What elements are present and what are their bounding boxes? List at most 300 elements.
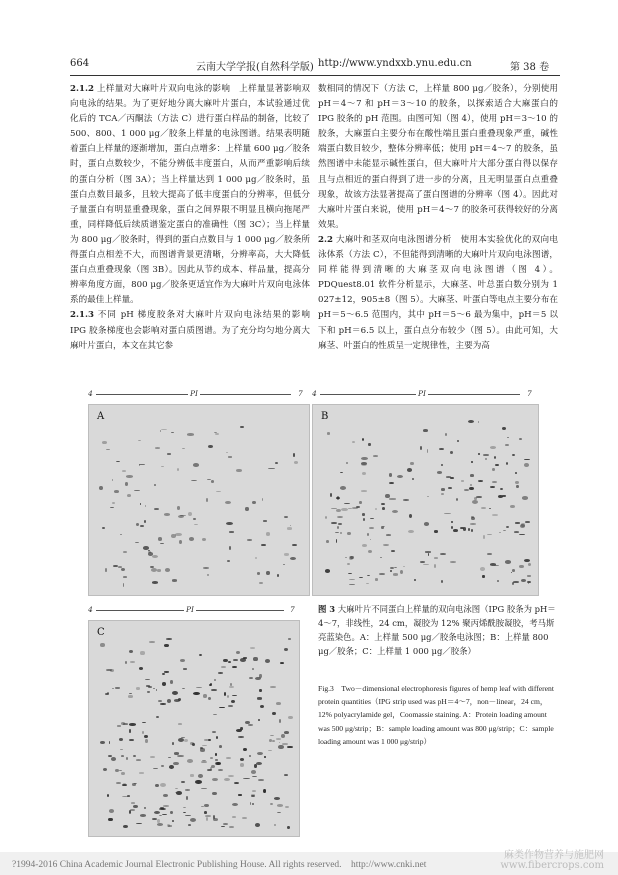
protein-spot — [121, 755, 125, 757]
header-rule — [70, 75, 560, 76]
protein-spot — [471, 529, 473, 532]
protein-spot — [173, 762, 178, 765]
protein-spot — [272, 712, 276, 716]
protein-spot — [201, 761, 207, 763]
protein-spot — [519, 438, 522, 440]
protein-spot — [125, 661, 127, 664]
protein-spot — [284, 774, 288, 776]
protein-spot — [490, 486, 495, 488]
protein-spot — [434, 564, 436, 568]
protein-spot — [282, 743, 288, 746]
protein-spot — [278, 745, 283, 749]
protein-spot — [113, 565, 118, 567]
protein-spot — [208, 697, 211, 700]
protein-spot — [368, 550, 372, 553]
protein-spot — [359, 501, 361, 504]
protein-spot — [232, 803, 238, 806]
protein-spot — [362, 438, 364, 441]
protein-spot — [216, 736, 218, 739]
axis-b-label: PI — [418, 389, 427, 398]
protein-spot — [427, 449, 429, 452]
protein-spot — [228, 661, 231, 663]
protein-spot — [506, 462, 508, 465]
protein-spot — [361, 462, 367, 465]
protein-spot — [389, 473, 392, 476]
protein-spot — [148, 552, 153, 555]
protein-spot — [147, 691, 150, 692]
protein-spot — [134, 490, 140, 491]
protein-spot — [251, 770, 256, 774]
protein-spot — [202, 760, 206, 762]
protein-spot — [99, 486, 103, 490]
protein-spot — [201, 788, 207, 789]
protein-spot — [185, 815, 191, 816]
protein-spot — [257, 697, 262, 699]
protein-spot — [172, 691, 178, 695]
protein-spot — [216, 491, 221, 492]
protein-spot — [453, 529, 458, 532]
protein-spot — [178, 723, 181, 725]
protein-spot — [160, 703, 166, 705]
protein-spot — [522, 496, 528, 499]
protein-spot — [498, 495, 503, 498]
protein-spot — [107, 692, 109, 694]
protein-spot — [420, 446, 422, 450]
protein-spot — [337, 516, 343, 518]
protein-spot — [187, 759, 192, 763]
protein-spot — [487, 553, 492, 556]
protein-spot — [472, 500, 478, 504]
protein-spot — [164, 644, 168, 647]
axis-c-left-tick: 4 — [88, 605, 93, 614]
protein-spot — [105, 568, 107, 572]
protein-spot — [326, 540, 328, 543]
protein-spot — [481, 507, 486, 509]
protein-spot — [212, 731, 216, 733]
protein-spot — [219, 707, 224, 708]
protein-spot — [505, 444, 508, 446]
protein-spot — [223, 659, 227, 662]
protein-spot — [185, 789, 190, 791]
protein-spot — [152, 818, 156, 820]
protein-spot — [382, 507, 385, 510]
protein-spot — [230, 683, 232, 687]
protein-spot — [255, 823, 260, 827]
protein-spot — [145, 679, 150, 680]
protein-spot — [248, 724, 254, 726]
axis-b-right-tick: 7 — [527, 389, 532, 398]
protein-spot — [284, 648, 288, 651]
protein-spot — [102, 527, 105, 529]
protein-spot — [100, 643, 104, 647]
protein-spot — [183, 807, 187, 808]
protein-spot — [274, 824, 276, 827]
protein-spot — [228, 705, 233, 707]
protein-spot — [121, 772, 125, 775]
axis-a-right-tick: 7 — [298, 389, 303, 398]
protein-spot — [511, 572, 513, 573]
protein-spot — [114, 490, 119, 493]
protein-spot — [145, 739, 148, 743]
protein-spot — [330, 493, 332, 497]
protein-spot — [381, 526, 383, 529]
protein-spot — [155, 447, 160, 449]
right-paragraph-1: 数相同的情况下（方法 C，上样量 800 μg／胶条），分别使用 pH＝4～7 和 pH＝3～10 的胶条，以探索适合大麻蛋白的 IPG 胶条的 pH 范围。由图可知（图 4），使用 pH＝3～10 的胶条，大麻蛋白主要分布在酸性端且蛋白重叠现象严重，碱性端蛋白数目较少，整体分辨率低；使用 pH＝4～7 的胶条，虽然图谱中未能显示碱性蛋白，但大麻叶片大部分蛋白得以保存且与点相近的蛋白得到了进一步的分离，且无明显蛋白点重叠现象，故该方法显著提高了蛋白图谱的分辨率（图 4）。因此对大麻叶片蛋白来说，使用 pH＝4～7 的胶条可获得较好的分离效果。 — [318, 84, 558, 230]
gel-c-axis — [88, 605, 300, 617]
protein-spot — [288, 716, 293, 720]
protein-spot — [414, 579, 416, 581]
protein-spot — [272, 740, 275, 742]
protein-spot — [450, 561, 456, 563]
protein-spot — [445, 433, 447, 436]
protein-spot — [362, 513, 366, 516]
protein-spot — [203, 694, 206, 698]
protein-spot — [485, 458, 488, 460]
protein-spot — [199, 654, 202, 656]
protein-spot — [444, 513, 450, 514]
figure-caption-cn-text: 大麻叶片不同蛋白上样量的双向电泳图（IPG 胶条为 pH＝4～7，非线性，24 cm，凝胶为 12% 聚丙烯酰胺凝胶，考马斯亮蓝染色。A：上样量 500 μg／胶条电泳图；B：上样量 800 μg／胶条；C：上样量 1 000 μg／胶条） — [318, 604, 556, 656]
protein-spot — [277, 574, 279, 576]
protein-spot — [109, 809, 115, 813]
protein-spot — [211, 765, 215, 769]
protein-spot — [178, 698, 181, 701]
protein-spot — [238, 736, 244, 738]
protein-spot — [210, 683, 212, 685]
protein-spot — [228, 775, 234, 777]
protein-spot — [240, 763, 244, 766]
protein-spot — [112, 688, 114, 689]
protein-spot — [400, 570, 403, 574]
protein-spot — [108, 755, 112, 757]
protein-spot — [359, 577, 363, 578]
protein-spot — [125, 482, 128, 486]
protein-spot — [439, 448, 444, 450]
protein-spot — [403, 566, 405, 568]
protein-spot — [130, 661, 135, 663]
protein-spot — [163, 794, 168, 797]
protein-spot — [178, 515, 184, 518]
protein-spot — [528, 563, 532, 567]
protein-spot — [336, 539, 338, 543]
protein-spot — [252, 803, 254, 805]
protein-spot — [483, 454, 488, 456]
protein-spot — [160, 543, 164, 545]
protein-spot — [108, 818, 112, 822]
protein-spot — [181, 781, 185, 783]
protein-spot — [202, 745, 208, 746]
protein-spot — [277, 804, 283, 806]
protein-spot — [161, 466, 163, 467]
protein-spot — [175, 788, 178, 789]
protein-spot — [284, 731, 289, 734]
protein-spot — [167, 824, 170, 827]
protein-spot — [507, 437, 509, 439]
protein-spot — [232, 666, 237, 668]
protein-spot — [158, 700, 162, 702]
protein-spot — [120, 534, 122, 535]
protein-spot — [408, 530, 414, 533]
protein-spot — [252, 790, 257, 792]
protein-spot — [107, 794, 109, 797]
protein-spot — [109, 741, 111, 744]
protein-spot — [437, 471, 442, 474]
protein-spot — [490, 563, 496, 565]
protein-spot — [183, 668, 188, 669]
protein-spot — [512, 569, 515, 572]
protein-spot — [287, 746, 293, 749]
protein-spot — [136, 523, 139, 526]
protein-spot — [133, 805, 138, 808]
protein-spot — [515, 472, 517, 474]
protein-spot — [167, 453, 172, 455]
protein-spot — [184, 739, 188, 742]
protein-spot — [193, 518, 195, 521]
protein-spot — [257, 572, 260, 574]
protein-spot — [122, 470, 126, 472]
protein-spot — [256, 762, 262, 765]
protein-spot — [175, 792, 177, 793]
protein-spot — [521, 579, 526, 582]
protein-spot — [434, 557, 438, 559]
protein-spot — [269, 739, 273, 743]
protein-spot — [470, 523, 476, 525]
protein-spot — [142, 731, 144, 735]
protein-spot — [492, 481, 497, 483]
protein-spot — [478, 453, 480, 454]
protein-spot — [261, 544, 265, 547]
protein-spot — [212, 792, 216, 795]
gel-image-c — [88, 620, 300, 837]
protein-spot — [349, 584, 355, 585]
protein-spot — [130, 809, 135, 811]
protein-spot — [252, 776, 257, 778]
protein-spot — [156, 716, 159, 718]
protein-spot — [502, 427, 506, 430]
protein-spot — [392, 510, 398, 513]
axis-a-label: PI — [190, 389, 199, 398]
protein-spot — [283, 564, 285, 565]
protein-spot — [240, 658, 246, 662]
protein-spot — [110, 507, 113, 509]
protein-spot — [132, 783, 136, 787]
protein-spot — [448, 487, 452, 490]
protein-spot — [151, 568, 157, 572]
figure-caption-cn-label: 图 3 — [318, 604, 336, 614]
section-2-1-2 — [70, 82, 310, 308]
protein-spot — [515, 522, 521, 523]
protein-spot — [182, 448, 186, 450]
protein-spot — [403, 499, 409, 501]
figure-caption-cn — [318, 602, 558, 658]
protein-spot — [281, 734, 285, 738]
protein-spot — [170, 811, 173, 815]
protein-spot — [157, 569, 162, 572]
protein-spot — [152, 581, 158, 583]
protein-spot — [253, 657, 257, 660]
protein-spot — [268, 468, 274, 469]
protein-spot — [270, 803, 273, 805]
protein-spot — [224, 778, 230, 781]
section-2-1-2-text: 上样量对大麻叶片双向电泳的影响 上样量显著影响双向电泳的结果。为了更好地分离大麻叶片蛋白，本试验通过优化后的 TCA／丙酮法（方法 C）进行蛋白样品的制备，比较了 500、800、1 000 μg／胶条上样量的电泳图谱。结果表明随着蛋白上样量的逐渐增加，蛋白点增多：上样量 600 μg／胶条时，蛋白点数较少，不能分辨低丰度蛋白，从而严重影响后续的蛋白分析（图 3A）；当上样量达到 1 000 μg／胶条时，虽蛋白点数目最多，且较大提高了低丰度蛋白的分辨率，但低分子量蛋白有明显重叠现象，蛋白之间界限不明显且横向拖尾严重，同样降低后续质谱鉴定蛋白的准确性（图 3C）；当上样量为 800 μg／胶条时，得到的蛋白点数目与 1 000 μg／胶条所得蛋白点相差不大，而图谱背景更清晰，分辨率高，大大降低蛋白点重叠现象（图 3B）。因此从节约成本、样品量，提高分辨率角度方面，800 μg／胶条更适宜作为大麻叶片双向电泳体系的最佳上样量。 — [70, 84, 310, 306]
protein-spot — [158, 537, 162, 540]
protein-spot — [245, 507, 248, 510]
journal-url[interactable]: http://www.yndxxb.ynu.edu.cn — [318, 58, 472, 69]
protein-spot — [521, 523, 525, 526]
protein-spot — [136, 823, 142, 824]
protein-spot — [512, 454, 515, 457]
protein-spot — [121, 568, 125, 571]
protein-spot — [390, 570, 392, 572]
protein-spot — [379, 573, 385, 575]
protein-spot — [221, 666, 226, 669]
protein-spot — [206, 498, 208, 502]
protein-spot — [221, 826, 225, 827]
protein-spot — [258, 719, 260, 721]
protein-spot — [456, 498, 458, 501]
protein-spot — [524, 459, 530, 460]
protein-spot — [112, 479, 114, 481]
protein-spot — [157, 823, 163, 826]
protein-spot — [482, 575, 484, 579]
protein-spot — [367, 533, 369, 536]
panel-b-label: B — [321, 411, 329, 422]
protein-spot — [254, 764, 258, 768]
protein-spot — [255, 677, 261, 680]
protein-spot — [499, 532, 501, 534]
protein-spot — [155, 784, 159, 787]
protein-spot — [331, 508, 337, 509]
protein-spot — [126, 757, 128, 761]
protein-spot — [122, 796, 128, 797]
protein-spot — [154, 508, 159, 511]
protein-spot — [441, 464, 443, 466]
protein-spot — [122, 784, 127, 786]
protein-spot — [489, 508, 491, 509]
protein-spot — [133, 755, 136, 757]
protein-spot — [204, 739, 209, 741]
protein-spot — [250, 647, 255, 649]
protein-spot — [229, 531, 235, 533]
protein-spot — [146, 685, 150, 686]
protein-spot — [525, 521, 529, 523]
protein-spot — [325, 569, 330, 572]
protein-spot — [118, 566, 122, 568]
protein-spot — [225, 501, 231, 505]
protein-spot — [119, 738, 123, 741]
watermark-cn: 麻类作物营养与施肥网 — [504, 850, 604, 861]
protein-spot — [506, 526, 509, 528]
protein-spot — [161, 765, 165, 767]
protein-spot — [369, 527, 374, 529]
protein-spot — [440, 553, 446, 555]
protein-spot — [341, 508, 347, 512]
volume-label: 第 38 卷 — [510, 62, 550, 73]
protein-spot — [169, 765, 174, 769]
protein-spot — [123, 576, 126, 578]
protein-spot — [188, 824, 191, 826]
protein-spot — [290, 525, 292, 526]
protein-spot — [292, 544, 298, 547]
protein-spot — [287, 826, 290, 830]
protein-spot — [139, 772, 144, 773]
protein-spot — [177, 755, 183, 757]
protein-spot — [474, 497, 477, 500]
protein-spot — [352, 507, 358, 509]
protein-spot — [362, 544, 367, 547]
protein-spot — [188, 512, 192, 516]
protein-spot — [441, 493, 444, 495]
protein-spot — [180, 659, 185, 662]
protein-spot — [106, 449, 110, 451]
protein-spot — [336, 509, 341, 512]
protein-spot — [129, 723, 135, 726]
protein-spot — [420, 561, 424, 563]
protein-spot — [337, 526, 339, 529]
section-2-2-text: 大麻叶和茎双向电泳图谱分析 使用本实验优化的双向电泳体系（方法 C），不但能得到清晰的大麻叶片双向电泳图谱，同样能得到清晰的大麻茎双向电泳图谱（图 4）。PDQuest8.01 软件分析显示，大麻茎、叶总蛋白数分别为 1 027±12，905±8（图 5）。大麻茎、叶蛋白等电点主要分布在 pH＝5～6.5 范围内，其中 pH＝5～6 最为集中，pH＝5 以下和 pH＝6.5 以上，蛋白点分布较少（图 5）。由此可知，大麻茎、叶蛋白的性质呈一定规律性，主要为高 — [318, 234, 558, 351]
protein-spot — [513, 581, 519, 584]
protein-spot — [240, 426, 243, 428]
protein-spot — [229, 826, 234, 829]
protein-spot — [345, 557, 348, 558]
protein-spot — [516, 485, 519, 489]
protein-spot — [227, 560, 230, 562]
protein-spot — [218, 672, 223, 674]
protein-spot — [202, 538, 207, 542]
protein-spot — [140, 525, 143, 527]
section-2-1-3-number: 2.1.3 — [70, 310, 94, 321]
protein-spot — [139, 667, 143, 670]
protein-spot — [393, 573, 398, 575]
protein-spot — [348, 573, 352, 575]
protein-spot — [166, 638, 172, 640]
protein-spot — [279, 719, 281, 723]
protein-spot — [264, 756, 266, 757]
protein-spot — [494, 456, 496, 459]
protein-spot — [178, 738, 184, 742]
protein-spot — [527, 581, 532, 584]
gel-image-b — [312, 404, 539, 596]
protein-spot — [172, 579, 177, 581]
protein-spot — [236, 729, 242, 732]
protein-spot — [258, 779, 263, 781]
protein-spot — [469, 487, 474, 491]
protein-spot — [276, 702, 281, 705]
protein-spot — [409, 514, 412, 518]
protein-spot — [483, 535, 486, 539]
protein-spot — [284, 516, 289, 518]
protein-spot — [487, 534, 492, 535]
protein-spot — [284, 553, 288, 555]
protein-spot — [215, 753, 217, 756]
protein-spot — [120, 749, 124, 750]
protein-spot — [468, 420, 474, 423]
protein-spot — [260, 705, 265, 708]
protein-spot — [115, 769, 119, 772]
protein-spot — [495, 464, 499, 466]
section-2-2-number: 2.2 — [318, 234, 333, 245]
protein-spot — [117, 725, 121, 726]
protein-spot — [277, 812, 281, 813]
protein-spot — [127, 494, 131, 497]
protein-spot — [154, 484, 156, 486]
protein-spot — [116, 461, 120, 462]
protein-spot — [524, 463, 529, 467]
protein-spot — [441, 580, 443, 583]
protein-spot — [386, 534, 390, 536]
protein-spot — [100, 741, 105, 744]
protein-spot — [224, 692, 226, 696]
protein-spot — [110, 669, 114, 672]
